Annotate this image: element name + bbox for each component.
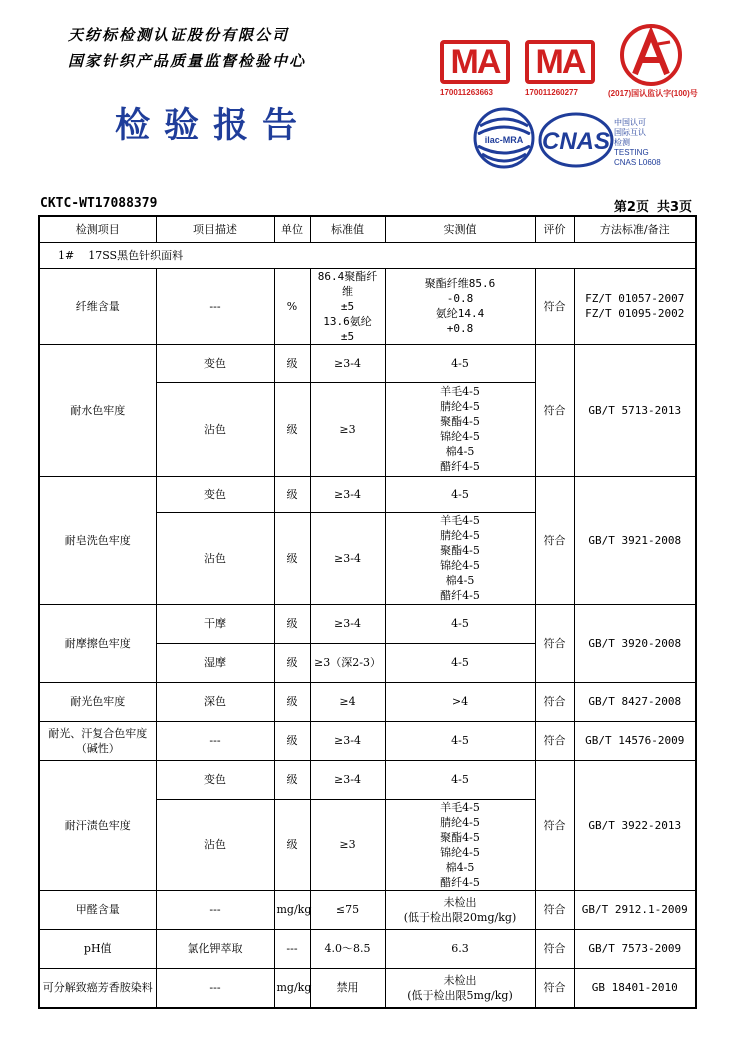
sample-row [39, 242, 696, 268]
table-cell: 氯化钾萃取 [156, 929, 274, 968]
table-cell: ≥3-4 [310, 476, 385, 512]
report-number: CKTC-WT17088379 [40, 196, 158, 211]
table-cell: % [274, 268, 310, 344]
table-row [39, 929, 696, 968]
table-cell: 可分解致癌芳香胺染料 [39, 968, 156, 1008]
ma-logo-2: MA [525, 40, 595, 84]
table-cell: 4-5 [385, 344, 535, 382]
table-cell: 4.0～8.5 [310, 929, 385, 968]
table-cell: 干摩 [156, 604, 274, 643]
table-cell: 未检出 (低于检出限5mg/kg) [385, 968, 535, 1008]
table-cell: GB/T 5713-2013 [574, 344, 696, 476]
table-cell: 级 [274, 382, 310, 476]
table-cell: 耐光、汗复合色牢度（碱性） [39, 721, 156, 760]
table-cell: 纤维含量 [39, 268, 156, 344]
cnas-logo [538, 110, 614, 170]
sample-name: 1# 17SS黑色针织面料 [39, 242, 696, 268]
table-cell: ≥3-4 [310, 344, 385, 382]
table-cell: --- [274, 929, 310, 968]
table-cell: ≥3 [310, 382, 385, 476]
results-table [38, 215, 697, 1009]
table-cell: GB/T 8427-2008 [574, 682, 696, 721]
table-row [39, 604, 696, 643]
table-cell: GB/T 3920-2008 [574, 604, 696, 682]
table-cell: 深色 [156, 682, 274, 721]
table-cell: 耐汗渍色牢度 [39, 760, 156, 890]
table-row [39, 344, 696, 382]
table-row [39, 890, 696, 929]
table-cell: --- [156, 721, 274, 760]
table-cell: 级 [274, 604, 310, 643]
table-cell: 湿摩 [156, 643, 274, 682]
table-cell: 符合 [535, 968, 574, 1008]
table-cell: --- [156, 968, 274, 1008]
table-cell: 级 [274, 476, 310, 512]
table-row [39, 760, 696, 799]
table-cell: 未检出 (低于检出限20mg/kg) [385, 890, 535, 929]
table-cell: 禁用 [310, 968, 385, 1008]
header-cell: 实测值 [385, 216, 535, 242]
table-row [39, 721, 696, 760]
table-cell: mg/kg [274, 890, 310, 929]
table-cell: ≥3-4 [310, 604, 385, 643]
table-cell: FZ/T 01057-2007 FZ/T 01095-2002 [574, 268, 696, 344]
table-cell: GB/T 3921-2008 [574, 476, 696, 604]
table-cell: 符合 [535, 268, 574, 344]
table-row [39, 476, 696, 512]
page-info [606, 196, 692, 215]
table-cell: 沾色 [156, 799, 274, 890]
cnas-caption: 中国认可 国际互认 检测 TESTING CNAS L0608 [614, 118, 661, 167]
table-cell: 符合 [535, 682, 574, 721]
table-cell: pH值 [39, 929, 156, 968]
svg-text:ilac-MRA: ilac-MRA [484, 135, 524, 145]
table-cell: 符合 [535, 604, 574, 682]
table-cell: GB 18401-2010 [574, 968, 696, 1008]
table-cell: GB/T 3922-2013 [574, 760, 696, 890]
table-cell: 羊毛4-5 腈纶4-5 聚酯4-5 锦纶4-5 棉4-5 醋纤4-5 [385, 512, 535, 604]
table-cell: 符合 [535, 760, 574, 890]
svg-text:CNAS: CNAS [541, 128, 611, 155]
table-cell: ≥4 [310, 682, 385, 721]
table-cell: ≥3（深2-3） [310, 643, 385, 682]
table-cell: ≥3-4 [310, 512, 385, 604]
page-current: 第2页 [613, 200, 649, 215]
table-cell: >4 [385, 682, 535, 721]
table-cell: 级 [274, 512, 310, 604]
ma-logo-1: MA [440, 40, 510, 84]
table-cell: 符合 [535, 929, 574, 968]
page-total: 共3页 [656, 200, 692, 215]
table-cell: 沾色 [156, 512, 274, 604]
table-cell: 羊毛4-5 腈纶4-5 聚酯4-5 锦纶4-5 棉4-5 醋纤4-5 [385, 382, 535, 476]
table-cell: GB/T 7573-2009 [574, 929, 696, 968]
table-cell: 符合 [535, 344, 574, 476]
header-cell: 项目描述 [156, 216, 274, 242]
table-cell: 沾色 [156, 382, 274, 476]
table-cell: 86.4聚酯纤维 ±5 13.6氨纶 ±5 [310, 268, 385, 344]
ma-logo-2-number: 170011260277 [525, 88, 578, 97]
table-cell: ≥3-4 [310, 721, 385, 760]
ma-logo-1-number: 170011263663 [440, 88, 493, 97]
table-cell: 变色 [156, 476, 274, 512]
table-cell: ≥3 [310, 799, 385, 890]
table-cell: 4-5 [385, 643, 535, 682]
table-cell: 耐皂洗色牢度 [39, 476, 156, 604]
table-cell: 4-5 [385, 604, 535, 643]
table-cell: 耐水色牢度 [39, 344, 156, 476]
table-header-row [39, 216, 696, 242]
ilac-mra-logo [472, 106, 536, 170]
header-cell: 标准值 [310, 216, 385, 242]
table-cell: 级 [274, 344, 310, 382]
table-cell: 符合 [535, 476, 574, 604]
table-cell: 4-5 [385, 721, 535, 760]
table-cell: mg/kg [274, 968, 310, 1008]
header-cell: 单位 [274, 216, 310, 242]
table-cell: 4-5 [385, 760, 535, 799]
table-cell: 级 [274, 721, 310, 760]
table-row [39, 268, 696, 344]
table-row [39, 968, 696, 1008]
table-cell: 符合 [535, 721, 574, 760]
table-cell: 级 [274, 760, 310, 799]
table-row [39, 682, 696, 721]
cal-caption: (2017)国认监认字(100)号 [608, 89, 698, 98]
table-cell: 羊毛4-5 腈纶4-5 聚酯4-5 锦纶4-5 棉4-5 醋纤4-5 [385, 799, 535, 890]
table-cell: 甲醛含量 [39, 890, 156, 929]
company-name: 天纺标检测认证股份有限公司 [68, 26, 290, 44]
header-cell: 方法标准/备注 [574, 216, 696, 242]
table-cell: 级 [274, 682, 310, 721]
table-cell: 耐摩擦色牢度 [39, 604, 156, 682]
table-cell: GB/T 2912.1-2009 [574, 890, 696, 929]
table-cell: 变色 [156, 760, 274, 799]
table-cell: 4-5 [385, 476, 535, 512]
table-cell: 变色 [156, 344, 274, 382]
table-cell: ≥3-4 [310, 760, 385, 799]
table-cell: 耐光色牢度 [39, 682, 156, 721]
center-name: 国家针织产品质量监督检验中心 [68, 52, 307, 70]
header-cell: 评价 [535, 216, 574, 242]
table-cell: 符合 [535, 890, 574, 929]
table-cell: --- [156, 890, 274, 929]
table-cell: 级 [274, 643, 310, 682]
table-cell: GB/T 14576-2009 [574, 721, 696, 760]
table-cell: 聚酯纤维85.6 -0.8 氨纶14.4 +0.8 [385, 268, 535, 344]
table-cell: 6.3 [385, 929, 535, 968]
cal-logo [618, 22, 684, 88]
header-cell: 检测项目 [39, 216, 156, 242]
report-title: 检验报告 [115, 105, 312, 146]
table-cell: ≤75 [310, 890, 385, 929]
table-cell: 级 [274, 799, 310, 890]
table-cell: --- [156, 268, 274, 344]
